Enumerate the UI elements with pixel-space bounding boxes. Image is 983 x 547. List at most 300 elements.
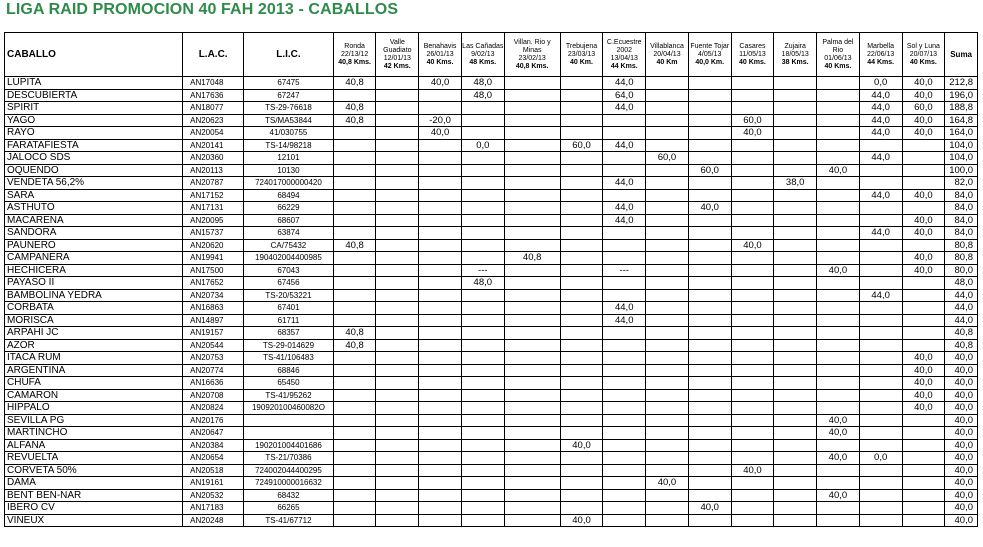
score-cell (646, 202, 689, 215)
score-cell (731, 339, 774, 352)
race-header: Fuente Tojar 4/05/13 40,0 Km. (688, 33, 731, 77)
score-cell (461, 202, 504, 215)
score-cell (461, 414, 504, 427)
score-cell (774, 239, 817, 252)
score-cell (333, 202, 376, 215)
score-cell (688, 477, 731, 490)
score-cell (902, 502, 945, 515)
score-cell (504, 452, 560, 465)
score-cell: 40,0 (902, 89, 945, 102)
score-cell: 40,0 (902, 214, 945, 227)
score-cell: 40,0 (731, 239, 774, 252)
suma-cell: 82,0 (945, 177, 978, 190)
score-cell (646, 127, 689, 140)
score-cell (774, 189, 817, 202)
score-cell: 44,0 (859, 227, 902, 240)
score-cell (603, 227, 646, 240)
score-cell: 40,0 (817, 427, 860, 440)
lac-cell: AN20620 (183, 239, 244, 252)
score-cell (817, 202, 860, 215)
lic-cell: 67401 (244, 302, 334, 315)
score-cell (461, 114, 504, 127)
score-cell: 48,0 (461, 77, 504, 90)
score-cell (603, 252, 646, 265)
score-cell (902, 289, 945, 302)
score-cell: 40,0 (902, 127, 945, 140)
score-cell (688, 414, 731, 427)
score-cell (902, 139, 945, 152)
lac-cell: AN19161 (183, 477, 244, 490)
lac-cell: AN19157 (183, 327, 244, 340)
score-cell (333, 489, 376, 502)
score-cell (560, 364, 603, 377)
score-cell (731, 77, 774, 90)
lic-cell: 190402004400985 (244, 252, 334, 265)
score-cell (461, 239, 504, 252)
score-cell (504, 177, 560, 190)
score-cell (603, 277, 646, 290)
score-cell: 60,0 (731, 114, 774, 127)
score-cell (504, 489, 560, 502)
lac-cell: AN14897 (183, 314, 244, 327)
score-cell (376, 352, 419, 365)
lic-cell: TS-14/98218 (244, 139, 334, 152)
score-cell (646, 164, 689, 177)
score-cell (560, 502, 603, 515)
score-cell (774, 77, 817, 90)
score-cell (902, 277, 945, 290)
score-cell (376, 264, 419, 277)
score-cell (461, 452, 504, 465)
horse-name-cell: JALOCO SDS (5, 152, 183, 165)
horse-name-cell: SANDORA (5, 227, 183, 240)
score-cell (688, 352, 731, 365)
horse-name-cell: CHUFA (5, 377, 183, 390)
score-cell (817, 114, 860, 127)
score-cell (774, 114, 817, 127)
score-cell: 40,0 (902, 189, 945, 202)
score-cell (419, 264, 462, 277)
lac-cell: AN20824 (183, 402, 244, 415)
score-cell (461, 364, 504, 377)
score-cell (376, 164, 419, 177)
score-cell (419, 289, 462, 302)
score-cell (603, 464, 646, 477)
suma-cell: 40,0 (945, 464, 978, 477)
table-row (5, 364, 978, 377)
score-cell (376, 464, 419, 477)
score-cell (774, 164, 817, 177)
horse-name-cell: SEVILLA PG (5, 414, 183, 427)
score-cell (731, 102, 774, 115)
score-cell (560, 164, 603, 177)
score-cell (333, 452, 376, 465)
score-cell: 40,0 (817, 264, 860, 277)
score-cell (646, 414, 689, 427)
score-cell (859, 377, 902, 390)
lic-cell: TS-41/106483 (244, 352, 334, 365)
score-cell (774, 227, 817, 240)
score-cell (817, 514, 860, 527)
lac-cell: AN16863 (183, 302, 244, 315)
score-cell (560, 477, 603, 490)
score-cell (817, 277, 860, 290)
score-cell (560, 327, 603, 340)
score-cell (461, 302, 504, 315)
score-cell (419, 252, 462, 265)
score-cell (688, 114, 731, 127)
horse-name-cell: ARPAHI JC (5, 327, 183, 340)
score-cell (731, 327, 774, 340)
score-cell (419, 89, 462, 102)
score-cell: 44,0 (859, 89, 902, 102)
suma-cell: 40,0 (945, 439, 978, 452)
score-cell (859, 502, 902, 515)
score-cell (902, 327, 945, 340)
score-cell (419, 402, 462, 415)
score-cell (560, 202, 603, 215)
score-cell (461, 489, 504, 502)
score-cell (560, 414, 603, 427)
score-cell (419, 502, 462, 515)
caballo-header: CABALLO (5, 33, 183, 77)
score-cell (419, 164, 462, 177)
score-cell: 44,0 (859, 189, 902, 202)
score-cell (504, 239, 560, 252)
score-cell (461, 464, 504, 477)
lic-cell: 66229 (244, 202, 334, 215)
table-row (5, 439, 978, 452)
score-cell: 40,8 (333, 102, 376, 115)
score-cell (376, 427, 419, 440)
score-cell (859, 414, 902, 427)
score-cell: 44,0 (603, 77, 646, 90)
score-cell: 60,0 (688, 164, 731, 177)
score-cell (333, 439, 376, 452)
lac-cell: AN20384 (183, 439, 244, 452)
suma-cell: 40,0 (945, 514, 978, 527)
race-header: Zujaira 18/05/13 38 Kms. (774, 33, 817, 77)
score-cell: 40,0 (419, 127, 462, 140)
table-row (5, 352, 978, 365)
score-cell (504, 477, 560, 490)
suma-cell: 84,0 (945, 214, 978, 227)
score-cell (646, 264, 689, 277)
table-row (5, 489, 978, 502)
lac-cell: AN15737 (183, 227, 244, 240)
table-row (5, 427, 978, 440)
score-cell (817, 464, 860, 477)
score-cell (646, 464, 689, 477)
suma-cell: 80,0 (945, 264, 978, 277)
score-cell (817, 314, 860, 327)
score-cell (646, 114, 689, 127)
table-row (5, 514, 978, 527)
lic-cell: 12101 (244, 152, 334, 165)
table-row (5, 414, 978, 427)
score-cell (731, 352, 774, 365)
score-cell: 40,0 (902, 364, 945, 377)
score-cell (859, 164, 902, 177)
lic-header: L.I.C. (244, 33, 334, 77)
score-cell (333, 277, 376, 290)
suma-cell: 40,8 (945, 339, 978, 352)
score-cell (688, 389, 731, 402)
header-row (5, 33, 978, 77)
score-cell (603, 152, 646, 165)
score-cell (774, 414, 817, 427)
lac-cell: AN17131 (183, 202, 244, 215)
score-cell: 44,0 (603, 139, 646, 152)
table-row (5, 127, 978, 140)
score-cell (688, 427, 731, 440)
score-cell (646, 402, 689, 415)
score-cell (603, 452, 646, 465)
table-row (5, 152, 978, 165)
score-cell (731, 414, 774, 427)
horse-name-cell: PAUNERO (5, 239, 183, 252)
horse-name-cell: HIPPALO (5, 402, 183, 415)
score-cell (817, 239, 860, 252)
score-cell (646, 502, 689, 515)
score-cell (504, 327, 560, 340)
score-cell (461, 102, 504, 115)
score-cell (461, 314, 504, 327)
score-cell (646, 139, 689, 152)
score-cell (419, 189, 462, 202)
score-cell (504, 289, 560, 302)
score-cell (817, 402, 860, 415)
suma-cell: 44,0 (945, 289, 978, 302)
score-cell (603, 339, 646, 352)
score-cell (603, 114, 646, 127)
score-cell (560, 402, 603, 415)
score-cell (731, 164, 774, 177)
suma-cell: 164,8 (945, 114, 978, 127)
lic-cell: 724002044400295 (244, 464, 334, 477)
score-cell (461, 389, 504, 402)
score-cell (731, 514, 774, 527)
suma-cell: 44,0 (945, 314, 978, 327)
suma-cell: 48,0 (945, 277, 978, 290)
suma-cell: 40,0 (945, 427, 978, 440)
suma-cell: 40,0 (945, 389, 978, 402)
score-cell (461, 477, 504, 490)
score-cell: 48,0 (461, 277, 504, 290)
score-cell (560, 427, 603, 440)
table-row (5, 452, 978, 465)
score-cell: 44,0 (603, 302, 646, 315)
score-cell (333, 414, 376, 427)
horse-name-cell: MORISCA (5, 314, 183, 327)
lac-cell: AN20753 (183, 352, 244, 365)
score-cell (603, 327, 646, 340)
score-cell (333, 177, 376, 190)
score-cell (504, 164, 560, 177)
score-cell (774, 364, 817, 377)
score-cell (902, 489, 945, 502)
score-cell (688, 402, 731, 415)
score-cell (376, 302, 419, 315)
score-cell (731, 189, 774, 202)
score-cell (731, 389, 774, 402)
score-cell (646, 102, 689, 115)
score-cell (376, 127, 419, 140)
score-cell: 40,0 (902, 264, 945, 277)
score-cell (333, 227, 376, 240)
score-cell: 44,0 (603, 214, 646, 227)
score-cell: --- (461, 264, 504, 277)
score-cell (333, 164, 376, 177)
lac-cell: AN20532 (183, 489, 244, 502)
score-cell (902, 202, 945, 215)
score-cell (376, 189, 419, 202)
score-cell (333, 139, 376, 152)
score-cell (603, 414, 646, 427)
score-cell: 40,0 (817, 164, 860, 177)
score-cell (376, 389, 419, 402)
score-cell: 40,0 (902, 114, 945, 127)
table-row (5, 377, 978, 390)
score-cell (859, 252, 902, 265)
score-cell (859, 514, 902, 527)
score-cell (461, 152, 504, 165)
score-cell (504, 514, 560, 527)
score-cell (419, 314, 462, 327)
score-cell (817, 302, 860, 315)
score-cell (859, 327, 902, 340)
score-cell (646, 389, 689, 402)
score-cell (603, 389, 646, 402)
score-cell (461, 227, 504, 240)
score-cell (646, 189, 689, 202)
score-cell: 40,0 (688, 502, 731, 515)
score-cell (731, 452, 774, 465)
score-cell (817, 352, 860, 365)
score-cell (333, 214, 376, 227)
lic-cell: 61711 (244, 314, 334, 327)
page-title: LIGA RAID PROMOCION 40 FAH 2013 - CABALLOS (6, 1, 399, 18)
score-cell (859, 389, 902, 402)
suma-cell: 40,0 (945, 452, 978, 465)
score-cell (333, 352, 376, 365)
score-cell (504, 339, 560, 352)
score-cell (774, 452, 817, 465)
score-cell (560, 289, 603, 302)
score-cell (461, 427, 504, 440)
score-cell (419, 377, 462, 390)
score-cell (688, 364, 731, 377)
table-row (5, 464, 978, 477)
table-row (5, 264, 978, 277)
score-cell (688, 152, 731, 165)
score-cell (603, 352, 646, 365)
score-cell (603, 502, 646, 515)
lac-cell: AN17152 (183, 189, 244, 202)
score-cell (560, 302, 603, 315)
score-cell (902, 339, 945, 352)
score-cell (774, 352, 817, 365)
score-cell (333, 152, 376, 165)
score-cell (817, 152, 860, 165)
score-cell: 40,8 (333, 239, 376, 252)
table-row (5, 139, 978, 152)
score-cell (774, 202, 817, 215)
score-cell (817, 389, 860, 402)
score-cell: 60,0 (646, 152, 689, 165)
score-cell (688, 514, 731, 527)
score-cell (504, 227, 560, 240)
suma-cell: 40,0 (945, 402, 978, 415)
score-cell (817, 227, 860, 240)
score-cell (688, 327, 731, 340)
score-cell: 40,8 (333, 339, 376, 352)
score-cell (376, 327, 419, 340)
horse-name-cell: FARATAFIESTA (5, 139, 183, 152)
lic-cell: 65450 (244, 377, 334, 390)
score-cell (504, 414, 560, 427)
table-row (5, 239, 978, 252)
score-cell (774, 214, 817, 227)
score-cell: 40,0 (817, 452, 860, 465)
horse-name-cell: CAMPANERA (5, 252, 183, 265)
score-cell: 40,8 (333, 77, 376, 90)
score-cell (817, 127, 860, 140)
score-cell (504, 202, 560, 215)
score-cell (333, 464, 376, 477)
score-cell (817, 252, 860, 265)
score-cell (902, 164, 945, 177)
score-cell (461, 439, 504, 452)
score-cell (817, 102, 860, 115)
score-cell (419, 214, 462, 227)
table-row (5, 314, 978, 327)
race-header: Palma del Rio 01/06/13 40 Kms. (817, 33, 860, 77)
score-cell: 40,0 (902, 227, 945, 240)
score-cell (376, 402, 419, 415)
score-cell (333, 502, 376, 515)
score-cell (688, 289, 731, 302)
suma-cell: 84,0 (945, 227, 978, 240)
score-cell (731, 152, 774, 165)
score-cell (731, 89, 774, 102)
score-cell (419, 177, 462, 190)
score-cell (504, 264, 560, 277)
score-cell (731, 427, 774, 440)
score-cell (461, 127, 504, 140)
horse-name-cell: DAMA (5, 477, 183, 490)
score-cell (817, 139, 860, 152)
score-cell (817, 339, 860, 352)
horse-name-cell: CAMARON (5, 389, 183, 402)
score-cell (560, 177, 603, 190)
score-cell (419, 439, 462, 452)
suma-cell: 104,0 (945, 152, 978, 165)
table-row (5, 214, 978, 227)
lic-cell: 724910000016632 (244, 477, 334, 490)
score-cell: 60,0 (902, 102, 945, 115)
score-cell (419, 152, 462, 165)
score-cell (817, 364, 860, 377)
score-cell (504, 127, 560, 140)
score-cell (504, 152, 560, 165)
race-header: C.Ecuestre 2002 13/04/13 44 Kms. (603, 33, 646, 77)
suma-cell: 212,8 (945, 77, 978, 90)
score-cell (774, 89, 817, 102)
score-cell: 40,0 (560, 439, 603, 452)
score-cell (774, 264, 817, 277)
lic-cell: TS-20/53221 (244, 289, 334, 302)
